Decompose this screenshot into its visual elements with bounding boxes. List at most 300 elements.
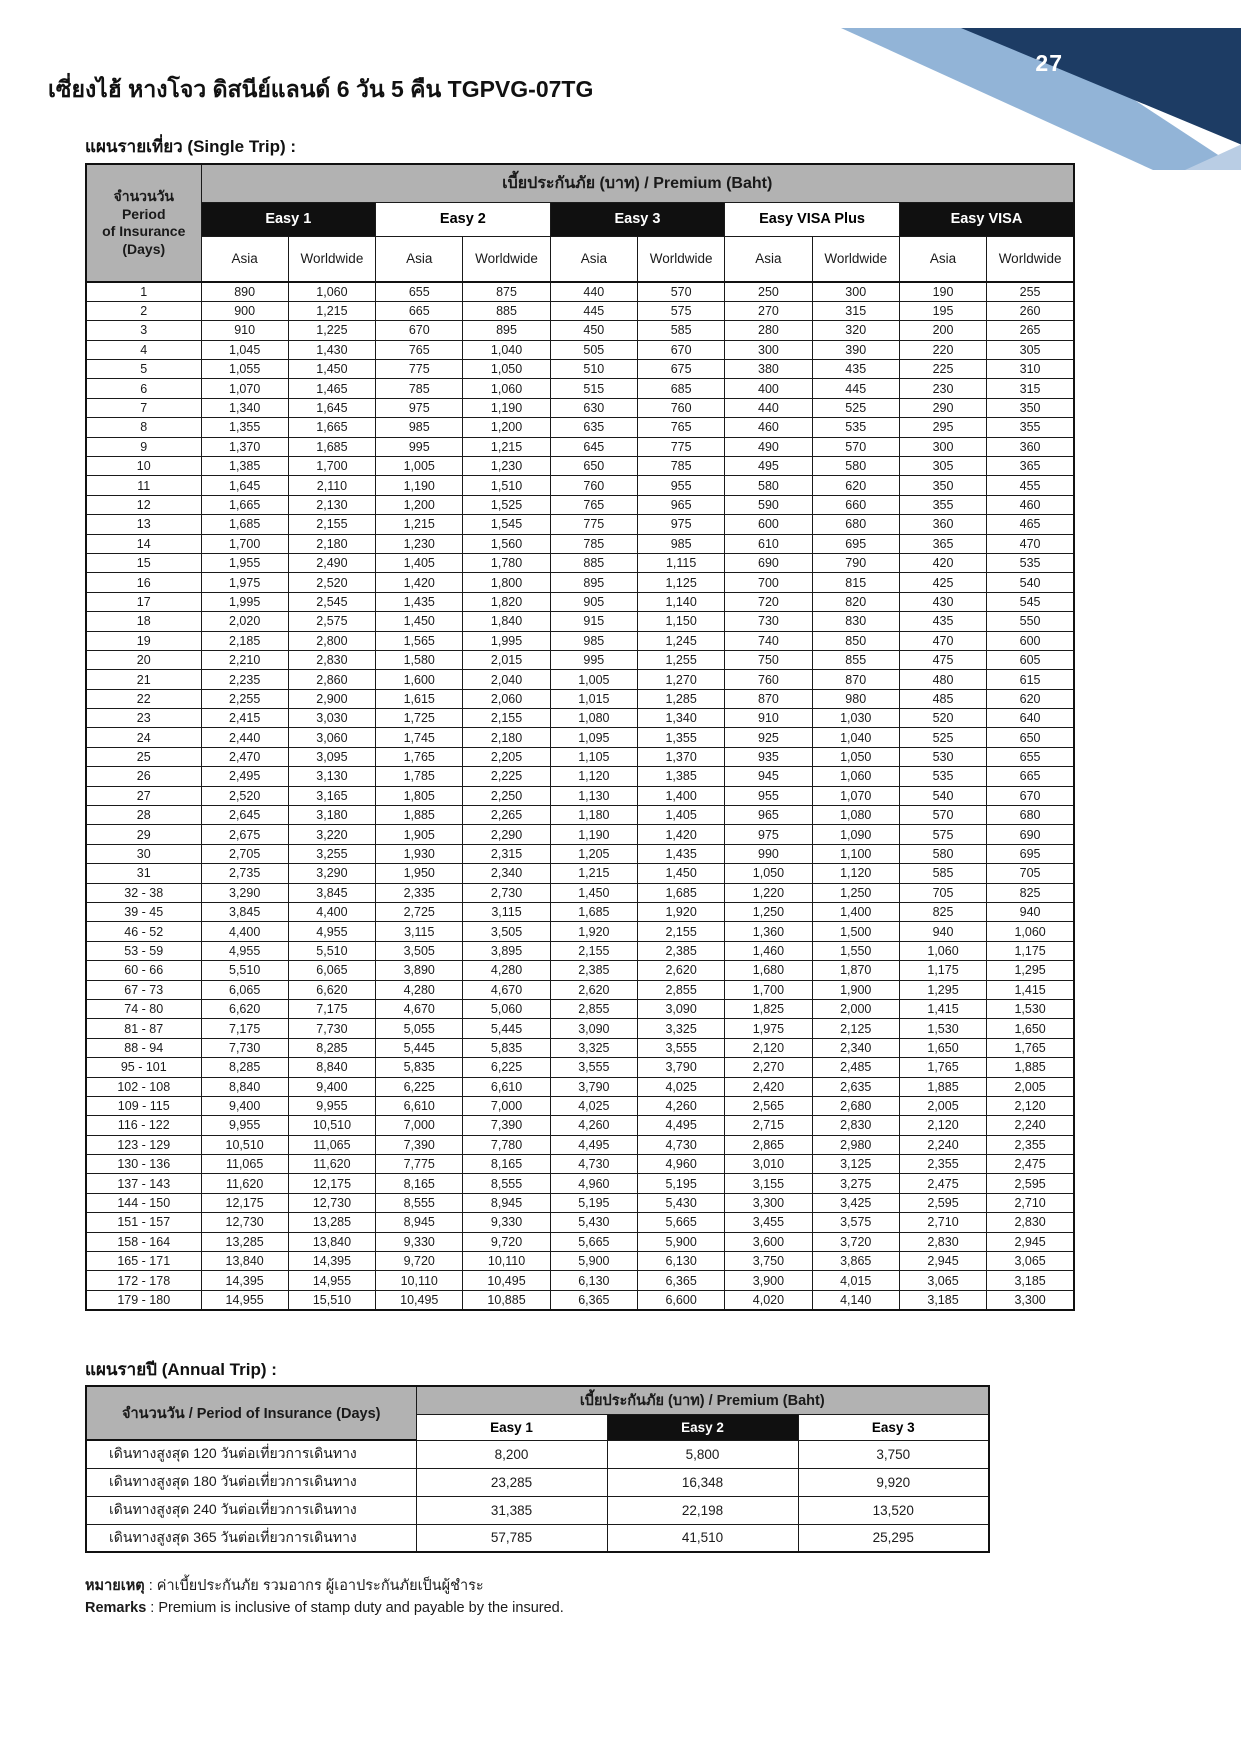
premium-cell: 1,060 (288, 282, 375, 301)
premium-cell: 8,555 (376, 1193, 463, 1212)
plan-header-easy-visa-plus: Easy VISA Plus (725, 202, 900, 236)
premium-cell: 355 (987, 418, 1074, 437)
premium-cell: 2,125 (812, 1019, 899, 1038)
premium-cell: 1,015 (550, 689, 637, 708)
premium-cell: 365 (987, 457, 1074, 476)
premium-cell: 670 (376, 321, 463, 340)
premium-cell: 1,950 (376, 864, 463, 883)
premium-cell: 2,725 (376, 903, 463, 922)
days-cell: 29 (86, 825, 201, 844)
premium-cell: 1,930 (376, 844, 463, 863)
premium-cell: 305 (899, 457, 986, 476)
premium-cell: 2,420 (725, 1077, 812, 1096)
premium-cell: 2,000 (812, 999, 899, 1018)
premium-cell: 4,400 (201, 922, 288, 941)
premium-cell: 575 (899, 825, 986, 844)
days-cell: 1 (86, 282, 201, 301)
premium-cell: 665 (376, 301, 463, 320)
premium-cell: 955 (725, 786, 812, 805)
days-cell: 9 (86, 437, 201, 456)
premium-cell: 2,155 (637, 922, 724, 941)
premium-cell: 1,060 (987, 922, 1074, 941)
premium-cell: 485 (899, 689, 986, 708)
premium-cell: 1,230 (463, 457, 550, 476)
days-cell: 53 - 59 (86, 941, 201, 960)
premium-cell: 630 (550, 398, 637, 417)
premium-cell: 815 (812, 573, 899, 592)
premium-cell: 7,390 (376, 1135, 463, 1154)
annual-premium-cell: 31,385 (416, 1496, 607, 1524)
annual-premium-cell: 41,510 (607, 1524, 798, 1552)
premium-cell: 2,680 (812, 1096, 899, 1115)
premium-cell: 2,675 (201, 825, 288, 844)
table-row (86, 612, 1074, 631)
plan-header-easy-2: Easy 2 (376, 202, 551, 236)
days-cell: 20 (86, 650, 201, 669)
premium-cell: 390 (812, 340, 899, 359)
premium-cell: 1,370 (201, 437, 288, 456)
premium-cell: 4,280 (463, 961, 550, 980)
single-trip-section-label: แผนรายเที่ยว (Single Trip) : (85, 137, 297, 156)
premium-cell: 1,530 (899, 1019, 986, 1038)
days-cell: 17 (86, 592, 201, 611)
days-cell: 26 (86, 767, 201, 786)
premium-cell: 570 (637, 282, 724, 301)
premium-cell: 1,545 (463, 515, 550, 534)
premium-cell: 1,840 (463, 612, 550, 631)
premium-cell: 4,400 (288, 903, 375, 922)
premium-cell: 2,315 (463, 844, 550, 863)
table-row (86, 1496, 989, 1524)
premium-cell: 14,955 (201, 1290, 288, 1309)
table-row (86, 1524, 989, 1552)
premium-cell: 6,065 (288, 961, 375, 980)
premium-cell: 2,735 (201, 864, 288, 883)
premium-cell: 435 (899, 612, 986, 631)
premium-cell: 4,960 (550, 1174, 637, 1193)
premium-cell: 1,885 (899, 1077, 986, 1096)
premium-cell: 290 (899, 398, 986, 417)
premium-cell: 3,455 (725, 1213, 812, 1232)
table-row (86, 360, 1074, 379)
premium-cell: 1,120 (550, 767, 637, 786)
premium-cell: 1,130 (550, 786, 637, 805)
premium-cell: 705 (899, 883, 986, 902)
premium-cell: 760 (637, 398, 724, 417)
premium-cell: 11,065 (288, 1135, 375, 1154)
premium-cell: 530 (899, 747, 986, 766)
premium-cell: 4,280 (376, 980, 463, 999)
premium-cell: 305 (987, 340, 1074, 359)
premium-cell: 895 (550, 573, 637, 592)
premium-cell: 1,150 (637, 612, 724, 631)
premium-cell: 1,450 (288, 360, 375, 379)
premium-cell: 1,100 (812, 844, 899, 863)
table-row (86, 903, 1074, 922)
premium-cell: 9,400 (288, 1077, 375, 1096)
premium-cell: 870 (812, 670, 899, 689)
premium-cell: 765 (550, 495, 637, 514)
premium-cell: 2,005 (987, 1077, 1074, 1096)
premium-cell: 12,730 (201, 1213, 288, 1232)
premium-cell: 1,005 (376, 457, 463, 476)
premium-cell: 5,055 (376, 1019, 463, 1038)
premium-cell: 975 (637, 515, 724, 534)
premium-cell: 3,325 (550, 1038, 637, 1057)
days-cell: 2 (86, 301, 201, 320)
premium-cell: 1,685 (637, 883, 724, 902)
premium-cell: 2,355 (899, 1155, 986, 1174)
days-cell: 30 (86, 844, 201, 863)
premium-cell: 220 (899, 340, 986, 359)
premium-cell: 1,200 (376, 495, 463, 514)
days-cell: 116 - 122 (86, 1116, 201, 1135)
premium-cell: 895 (463, 321, 550, 340)
premium-cell: 8,285 (201, 1058, 288, 1077)
premium-cell: 1,140 (637, 592, 724, 611)
premium-cell: 1,665 (288, 418, 375, 437)
premium-cell: 260 (987, 301, 1074, 320)
premium-cell: 1,270 (637, 670, 724, 689)
premium-cell: 650 (550, 457, 637, 476)
premium-cell: 5,060 (463, 999, 550, 1018)
premium-cell: 1,050 (812, 747, 899, 766)
premium-cell: 1,355 (637, 728, 724, 747)
region-header-asia: Asia (550, 236, 637, 282)
premium-cell: 300 (899, 437, 986, 456)
premium-cell: 2,180 (463, 728, 550, 747)
table-row (86, 864, 1074, 883)
premium-cell: 785 (637, 457, 724, 476)
days-cell: 21 (86, 670, 201, 689)
premium-cell: 320 (812, 321, 899, 340)
days-cell: 5 (86, 360, 201, 379)
premium-cell: 2,485 (812, 1058, 899, 1077)
premium-cell: 1,105 (550, 747, 637, 766)
premium-cell: 620 (987, 689, 1074, 708)
premium-cell: 14,395 (201, 1271, 288, 1290)
premium-cell: 550 (987, 612, 1074, 631)
premium-cell: 360 (899, 515, 986, 534)
premium-cell: 610 (725, 534, 812, 553)
premium-cell: 1,215 (463, 437, 550, 456)
premium-cell: 585 (637, 321, 724, 340)
premium-cell: 5,835 (376, 1058, 463, 1077)
premium-cell: 2,520 (201, 786, 288, 805)
premium-cell: 1,200 (463, 418, 550, 437)
premium-cell: 10,885 (463, 1290, 550, 1309)
premium-cell: 2,830 (899, 1232, 986, 1251)
premium-cell: 3,300 (725, 1193, 812, 1212)
premium-cell: 1,180 (550, 806, 637, 825)
premium-cell: 1,120 (812, 864, 899, 883)
premium-cell: 1,820 (463, 592, 550, 611)
premium-cell: 5,195 (550, 1193, 637, 1212)
premium-cell: 1,765 (899, 1058, 986, 1077)
premium-cell: 2,155 (463, 709, 550, 728)
premium-cell: 5,665 (550, 1232, 637, 1251)
premium-cell: 2,250 (463, 786, 550, 805)
premium-cell: 3,220 (288, 825, 375, 844)
premium-cell: 1,175 (987, 941, 1074, 960)
premium-cell: 6,365 (550, 1290, 637, 1309)
premium-cell: 350 (899, 476, 986, 495)
premium-cell: 2,385 (637, 941, 724, 960)
premium-cell: 5,510 (201, 961, 288, 980)
premium-cell: 1,685 (288, 437, 375, 456)
single-trip-days-header (86, 164, 201, 282)
premium-cell: 4,730 (637, 1135, 724, 1154)
premium-cell: 6,225 (376, 1077, 463, 1096)
premium-cell: 830 (812, 612, 899, 631)
premium-cell: 910 (725, 709, 812, 728)
premium-cell: 1,465 (288, 379, 375, 398)
premium-cell: 1,550 (812, 941, 899, 960)
premium-cell: 2,855 (637, 980, 724, 999)
days-cell: 102 - 108 (86, 1077, 201, 1096)
days-cell: 22 (86, 689, 201, 708)
premium-cell: 2,595 (899, 1193, 986, 1212)
days-cell: 88 - 94 (86, 1038, 201, 1057)
premium-cell: 1,725 (376, 709, 463, 728)
premium-cell: 1,220 (725, 883, 812, 902)
premium-cell: 1,560 (463, 534, 550, 553)
premium-cell: 2,155 (550, 941, 637, 960)
premium-cell: 3,505 (376, 941, 463, 960)
days-cell: 4 (86, 340, 201, 359)
premium-cell: 1,765 (376, 747, 463, 766)
premium-cell: 3,090 (550, 1019, 637, 1038)
premium-cell: 8,840 (201, 1077, 288, 1096)
table-row (86, 1232, 1074, 1251)
premium-cell: 1,435 (376, 592, 463, 611)
days-header-line: (Days) (122, 240, 166, 257)
annual-period-label: เดินทางสูงสุด 180 วันต่อเที่ยวการเดินทาง (86, 1468, 416, 1496)
premium-cell: 3,555 (550, 1058, 637, 1077)
premium-cell: 13,840 (201, 1252, 288, 1271)
table-row (86, 476, 1074, 495)
premium-cell: 1,385 (637, 767, 724, 786)
premium-cell: 3,185 (899, 1290, 986, 1309)
premium-cell: 9,720 (376, 1252, 463, 1271)
premium-cell: 3,180 (288, 806, 375, 825)
premium-cell: 760 (550, 476, 637, 495)
premium-cell: 1,420 (637, 825, 724, 844)
table-row (86, 398, 1074, 417)
premium-cell: 2,620 (637, 961, 724, 980)
premium-cell: 460 (725, 418, 812, 437)
premium-cell: 1,355 (201, 418, 288, 437)
premium-cell: 1,040 (463, 340, 550, 359)
premium-cell: 265 (987, 321, 1074, 340)
premium-cell: 3,890 (376, 961, 463, 980)
annual-trip-section-label: แผนรายปี (Annual Trip) : (85, 1360, 277, 1379)
days-cell: 27 (86, 786, 201, 805)
premium-cell: 360 (987, 437, 1074, 456)
premium-cell: 580 (725, 476, 812, 495)
premium-cell: 900 (201, 301, 288, 320)
premium-cell: 1,955 (201, 553, 288, 572)
premium-cell: 2,730 (463, 883, 550, 902)
premium-cell: 1,400 (812, 903, 899, 922)
premium-cell: 8,945 (376, 1213, 463, 1232)
premium-cell: 670 (987, 786, 1074, 805)
days-cell: 39 - 45 (86, 903, 201, 922)
days-cell: 130 - 136 (86, 1155, 201, 1174)
premium-cell: 355 (899, 495, 986, 514)
premium-cell: 570 (812, 437, 899, 456)
premium-cell: 9,330 (376, 1232, 463, 1251)
days-cell: 74 - 80 (86, 999, 201, 1018)
premium-cell: 380 (725, 360, 812, 379)
premium-cell: 255 (987, 282, 1074, 301)
premium-cell: 1,040 (812, 728, 899, 747)
premium-cell: 440 (725, 398, 812, 417)
table-row (86, 534, 1074, 553)
premium-cell: 1,030 (812, 709, 899, 728)
days-cell: 172 - 178 (86, 1271, 201, 1290)
premium-cell: 1,920 (637, 903, 724, 922)
premium-cell: 2,620 (550, 980, 637, 999)
premium-cell: 2,900 (288, 689, 375, 708)
premium-cell: 13,840 (288, 1232, 375, 1251)
premium-cell: 850 (812, 631, 899, 650)
premium-cell: 9,330 (463, 1213, 550, 1232)
days-cell: 3 (86, 321, 201, 340)
premium-cell: 420 (899, 553, 986, 572)
days-cell: 137 - 143 (86, 1174, 201, 1193)
premium-cell: 1,900 (812, 980, 899, 999)
premium-cell: 3,720 (812, 1232, 899, 1251)
premium-cell: 670 (637, 340, 724, 359)
premium-cell: 1,060 (463, 379, 550, 398)
table-row (86, 301, 1074, 320)
premium-cell: 2,830 (812, 1116, 899, 1135)
premium-cell: 1,685 (201, 515, 288, 534)
annual-premium-cell: 5,800 (607, 1440, 798, 1468)
premium-cell: 2,520 (288, 573, 375, 592)
days-cell: 179 - 180 (86, 1290, 201, 1309)
region-header-worldwide: Worldwide (812, 236, 899, 282)
table-row (86, 1193, 1074, 1212)
premium-cell: 1,645 (201, 476, 288, 495)
days-cell: 14 (86, 534, 201, 553)
premium-cell: 2,495 (201, 767, 288, 786)
premium-cell: 1,060 (899, 941, 986, 960)
table-row (86, 1290, 1074, 1309)
premium-cell: 3,030 (288, 709, 375, 728)
premium-cell: 11,620 (288, 1155, 375, 1174)
premium-cell: 10,110 (376, 1271, 463, 1290)
premium-cell: 3,125 (812, 1155, 899, 1174)
premium-cell: 1,700 (288, 457, 375, 476)
premium-cell: 1,415 (987, 980, 1074, 999)
annual-period-label: เดินทางสูงสุด 240 วันต่อเที่ยวการเดินทาง (86, 1496, 416, 1524)
premium-cell: 3,325 (637, 1019, 724, 1038)
table-row (86, 1440, 989, 1468)
premium-cell: 695 (812, 534, 899, 553)
annual-premium-cell: 25,295 (798, 1524, 989, 1552)
premium-cell: 2,470 (201, 747, 288, 766)
premium-cell: 3,555 (637, 1038, 724, 1057)
premium-cell: 615 (987, 670, 1074, 689)
premium-cell: 2,240 (899, 1135, 986, 1154)
table-row (86, 1116, 1074, 1135)
annual-period-label: เดินทางสูงสุด 365 วันต่อเที่ยวการเดินทาง (86, 1524, 416, 1552)
premium-cell: 650 (987, 728, 1074, 747)
premium-cell: 1,070 (201, 379, 288, 398)
premium-cell: 3,060 (288, 728, 375, 747)
page-number: 27 (1035, 50, 1063, 76)
premium-cell: 7,175 (288, 999, 375, 1018)
premium-cell: 1,785 (376, 767, 463, 786)
premium-cell: 1,450 (550, 883, 637, 902)
table-row (86, 709, 1074, 728)
premium-cell: 4,020 (725, 1290, 812, 1309)
premium-cell: 6,620 (288, 980, 375, 999)
premium-cell: 1,225 (288, 321, 375, 340)
table-row (86, 844, 1074, 863)
premium-cell: 425 (899, 573, 986, 592)
premium-cell: 2,475 (899, 1174, 986, 1193)
premium-cell: 690 (987, 825, 1074, 844)
remarks-block (85, 1575, 564, 1620)
table-row (86, 631, 1074, 650)
premium-cell: 505 (550, 340, 637, 359)
table-row (86, 786, 1074, 805)
premium-cell: 935 (725, 747, 812, 766)
days-cell: 18 (86, 612, 201, 631)
premium-cell: 2,415 (201, 709, 288, 728)
days-cell: 19 (86, 631, 201, 650)
premium-cell: 4,955 (288, 922, 375, 941)
days-cell: 13 (86, 515, 201, 534)
premium-cell: 8,285 (288, 1038, 375, 1057)
annual-plan-header-easy-2: Easy 2 (607, 1414, 798, 1440)
annual-premium-cell: 13,520 (798, 1496, 989, 1524)
premium-cell: 1,995 (463, 631, 550, 650)
table-row (86, 321, 1074, 340)
days-cell: 11 (86, 476, 201, 495)
premium-cell: 1,780 (463, 553, 550, 572)
premium-cell: 925 (725, 728, 812, 747)
table-row (86, 747, 1074, 766)
premium-cell: 2,980 (812, 1135, 899, 1154)
premium-cell: 1,435 (637, 844, 724, 863)
premium-cell: 2,120 (899, 1116, 986, 1135)
table-row (86, 728, 1074, 747)
premium-cell: 3,900 (725, 1271, 812, 1290)
premium-cell: 2,235 (201, 670, 288, 689)
premium-cell: 1,215 (288, 301, 375, 320)
days-cell: 46 - 52 (86, 922, 201, 941)
premium-cell: 1,870 (812, 961, 899, 980)
region-header-asia: Asia (376, 236, 463, 282)
table-row (86, 941, 1074, 960)
premium-cell: 1,175 (899, 961, 986, 980)
premium-cell: 655 (987, 747, 1074, 766)
premium-cell: 720 (725, 592, 812, 611)
table-row (86, 767, 1074, 786)
table-row (86, 670, 1074, 689)
remarks-thai-label: หมายเหตุ (85, 1578, 145, 1594)
premium-cell: 995 (550, 650, 637, 669)
premium-cell: 820 (812, 592, 899, 611)
premium-cell: 600 (987, 631, 1074, 650)
premium-cell: 3,115 (463, 903, 550, 922)
region-header-worldwide: Worldwide (463, 236, 550, 282)
premium-cell: 1,295 (899, 980, 986, 999)
